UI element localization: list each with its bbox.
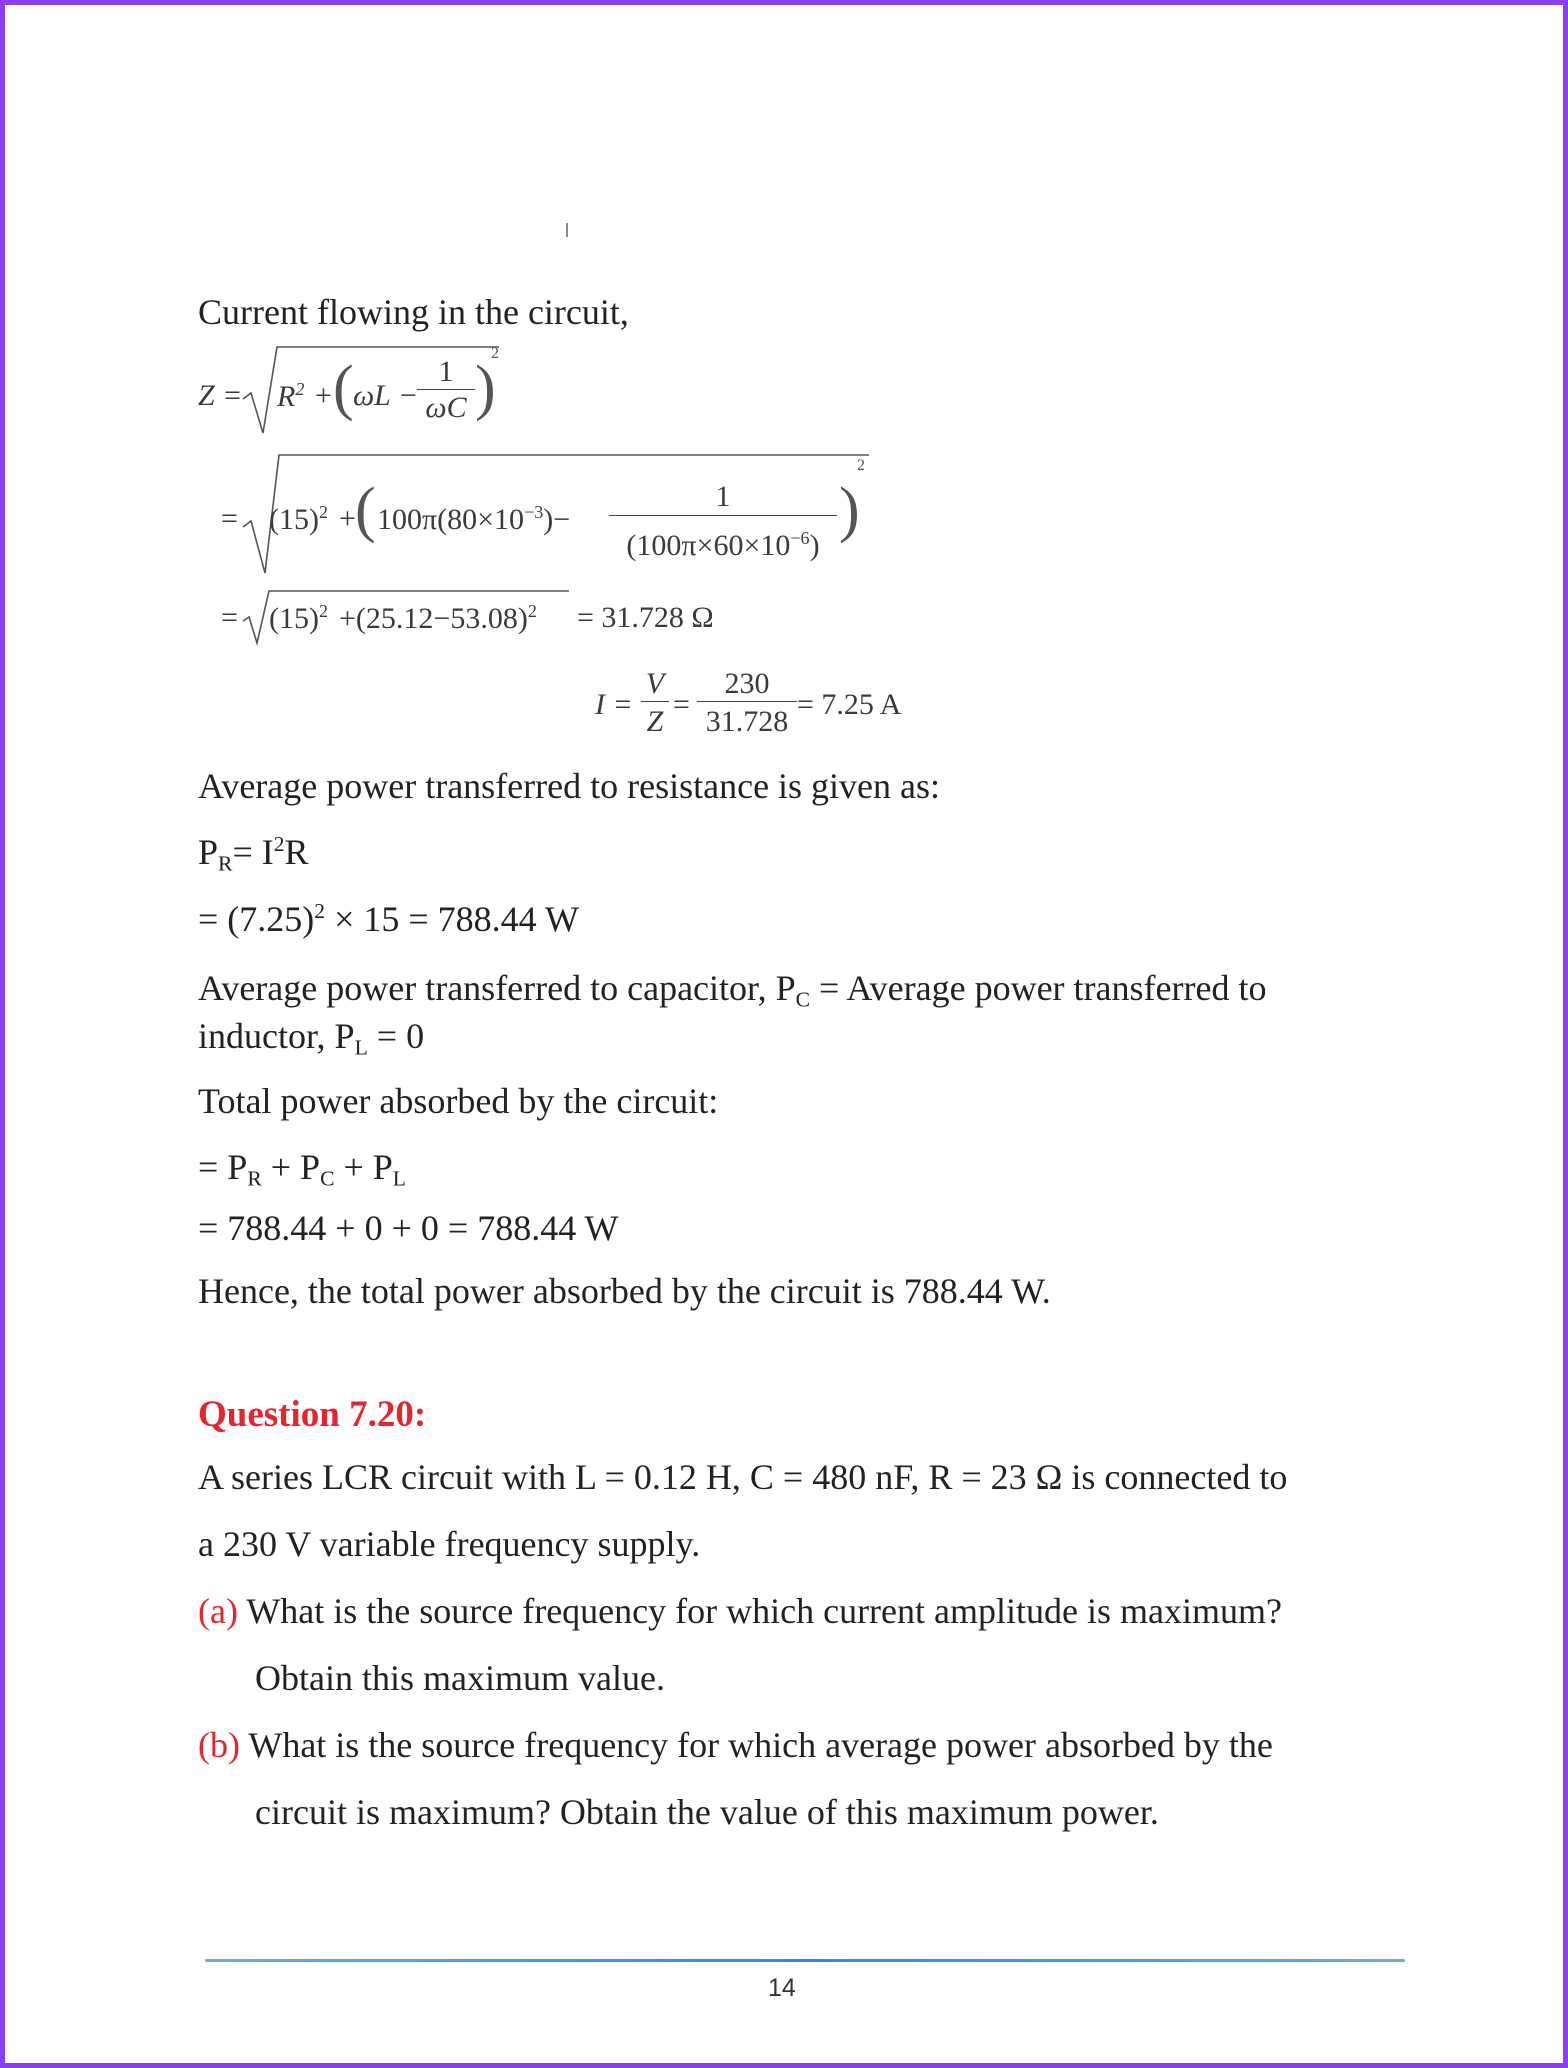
- avg-power-resistance-text: Average power transferred to resistance is given as:: [198, 766, 941, 806]
- question-part-a-line-2: Obtain this maximum value.: [255, 1658, 665, 1698]
- paren-close-2: ): [839, 476, 860, 544]
- paren-open-1: (: [333, 354, 354, 422]
- question-text-line-1: A series LCR circuit with L = 0.12 H, C = 480 nF, R = 23 Ω is connected to: [198, 1457, 1288, 1497]
- current-value: = 7.25 A: [797, 688, 902, 721]
- part-a-label: (a): [198, 1591, 238, 1631]
- pr-formula: $P_R= I^2R$: [198, 832, 309, 876]
- fraction-1-over-omega-c: 1 ωC: [417, 355, 475, 426]
- question-text-line-2: a 230 V variable frequency supply.: [198, 1524, 701, 1564]
- eq-sign-4: =: [673, 688, 690, 721]
- eq-sign-3: =: [221, 601, 238, 634]
- footer-divider: [205, 1959, 1405, 1962]
- stray-mark: [566, 223, 568, 237]
- avg-power-inductor-text: inductor, $P_L = 0$: [198, 1016, 425, 1060]
- power-sum-value: = 788.44 + 0 + 0 = 788.44 W: [198, 1208, 619, 1248]
- power-sum-formula: = $P_R + P_C + P_L$: [198, 1147, 406, 1191]
- question-part-b-line-2: circuit is maximum? Obtain the value of this maximum power.: [255, 1792, 1159, 1832]
- fraction-230-over-31728: 230 31.728: [697, 667, 797, 742]
- fraction-capacitive-term: 1 $(100\pi\times 60\times 10^{-6})$: [609, 479, 837, 568]
- omega-l: ωL −: [353, 379, 419, 412]
- plus-1: +: [315, 379, 332, 412]
- conclusion-text: Hence, the total power absorbed by the circuit is 788.44 W.: [198, 1271, 1051, 1311]
- paren-open-2: (: [355, 476, 376, 544]
- fraction-v-over-z: V Z: [641, 667, 669, 742]
- paren-close-1: ): [475, 354, 496, 422]
- impedance-value: = 31.728 Ω: [577, 601, 714, 634]
- question-part-a: (a) What is the source frequency for which current amplitude is maximum?: [198, 1591, 1282, 1631]
- r-squared: $R^2$: [277, 379, 305, 413]
- part-b-label: (b): [198, 1725, 240, 1765]
- exp-outer-1: 2: [491, 345, 499, 362]
- intro-text: Current flowing in the circuit,: [198, 292, 629, 332]
- reactance-difference: $+(25.12-53.08)^2$: [339, 601, 537, 635]
- question-part-b: (b) What is the source frequency for which average power absorbed by the: [198, 1725, 1273, 1765]
- plus-2: +: [339, 502, 356, 535]
- exp-outer-2: 2: [857, 457, 865, 474]
- avg-power-capacitor-text: Average power transferred to capacitor, $P_C$ = Average power transferred to: [198, 968, 1267, 1012]
- inductive-term: $100\pi(80\times 10^{-3})-$: [377, 502, 571, 536]
- total-power-text: Total power absorbed by the circuit:: [198, 1081, 719, 1121]
- question-heading: Question 7.20:: [198, 1394, 427, 1435]
- z-lhs: Z =: [198, 379, 243, 412]
- page-number: 14: [768, 1974, 796, 2002]
- eq-sign-2: =: [221, 502, 238, 535]
- fifteen-squared-2: $(15)^2$: [269, 502, 328, 536]
- i-lhs: I =: [595, 688, 633, 721]
- pr-calculation: = $(7.25)^2 \times 15 = 788.44$ W: [198, 899, 580, 939]
- fifteen-squared-3: $(15)^2$: [269, 601, 328, 635]
